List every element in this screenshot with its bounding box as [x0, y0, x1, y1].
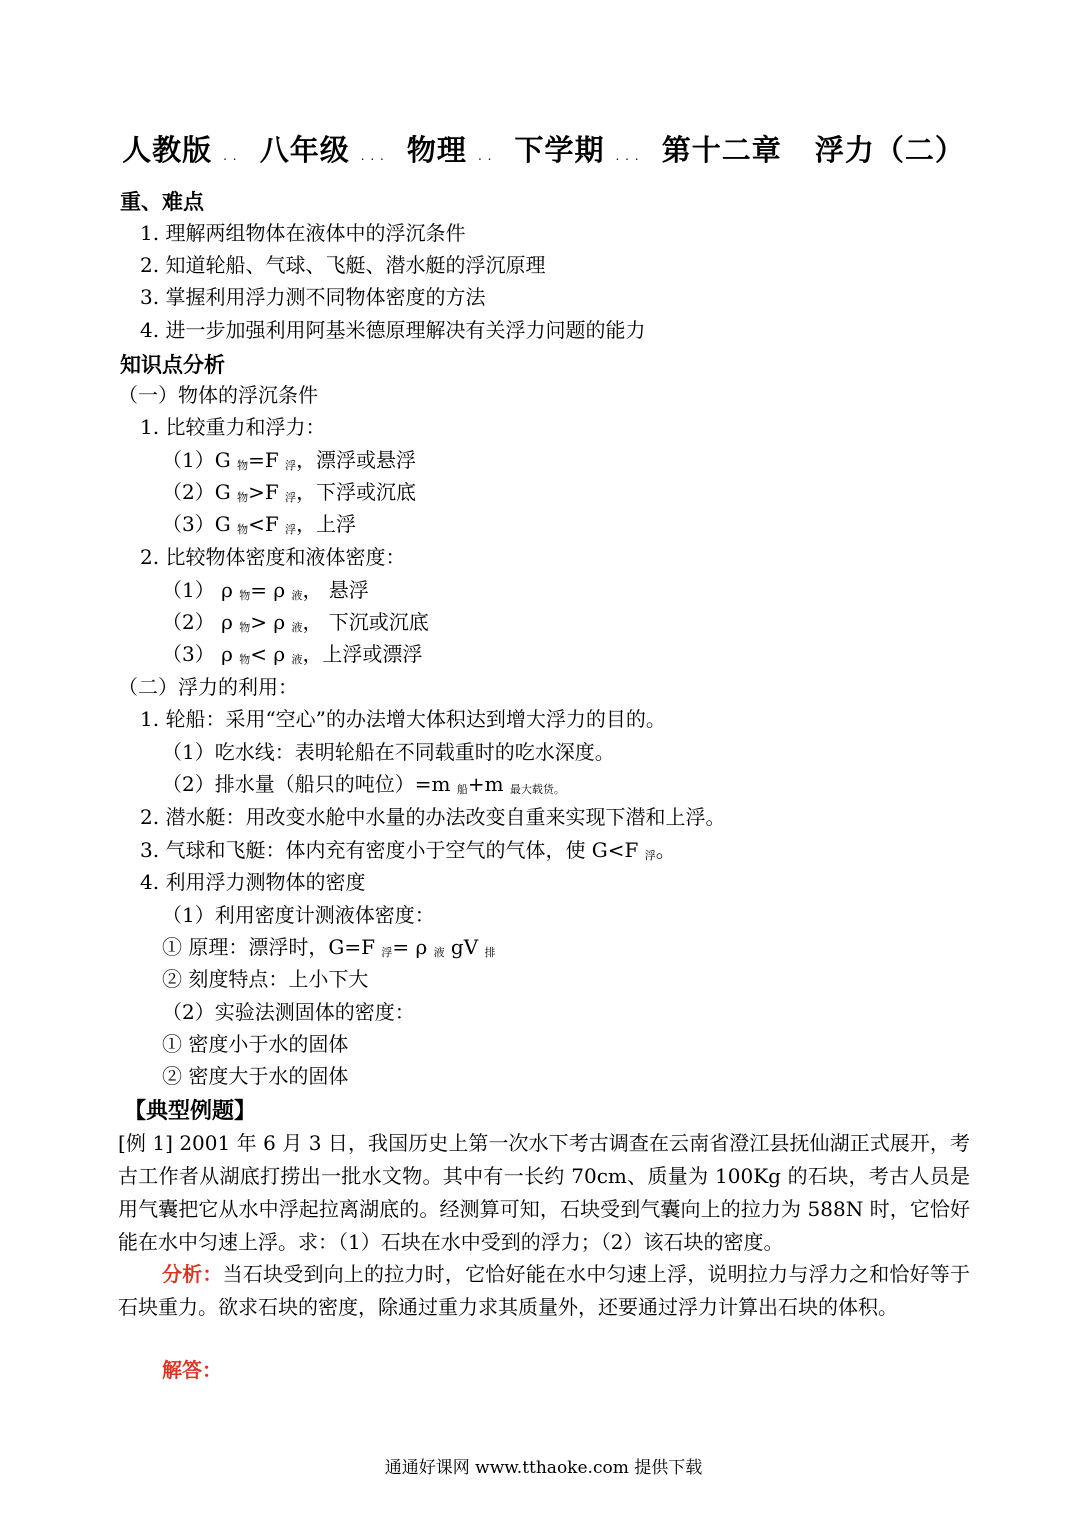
- part1-item2: 2. 比较物体密度和液体密度：: [140, 545, 406, 569]
- text: （1） ρ: [162, 578, 240, 602]
- text: （3）G: [162, 512, 238, 536]
- subscript: 船: [456, 783, 468, 796]
- title-publisher: 人教版: [122, 133, 213, 167]
- part2-item3: [140, 837, 676, 869]
- text: ① 原理：漂浮时，G=F: [162, 935, 382, 959]
- title-topic: 浮力（二）: [814, 133, 965, 167]
- title-term: 下学期: [514, 133, 605, 167]
- title-subject: 物理: [406, 133, 467, 167]
- key-point: 3. 掌握利用浮力测不同物体密度的方法: [140, 285, 486, 309]
- example-1: [例 1] 2001 年 6 月 3 日，我国历史上第一次水下考古调查在云南省澄江县抚仙湖正式展开，考古工作者从湖底打捞出一批水文物。其中有一长约 70cm、质量为 100Kg 的石块，考古人员是用气囊把它从水中浮起拉离湖底的。经测算可知，石块受到气囊向上的拉力为 588N 时，它恰好能在水中匀速上浮。求：（1）石块在水中受到的浮力；（2）该石块的密度。: [118, 1131, 970, 1254]
- part2-item1-sub1: （1）吃水线：表明轮船在不同载重时的吃水深度。: [162, 740, 615, 764]
- part2-item1: 1. 轮船：采用“空心”的办法增大体积达到增大浮力的目的。: [140, 707, 666, 731]
- key-point: 2. 知道轮船、气球、飞艇、潜水艇的浮沉原理: [140, 253, 546, 277]
- text: （2）排水量（船只的吨位）=m: [162, 772, 457, 796]
- part2-item1-sub2: [162, 771, 565, 803]
- text: ，漂浮或悬浮: [296, 448, 417, 472]
- analysis-label: 分析：: [162, 1262, 223, 1286]
- density-condition-line: [162, 609, 429, 641]
- part2-item4-circle3: ① 密度小于水的固体: [162, 1032, 349, 1056]
- text: <F: [248, 512, 286, 536]
- subscript: 液: [291, 653, 303, 666]
- text: =F: [248, 448, 286, 472]
- answer-label: 解答：: [162, 1358, 222, 1382]
- part1-item1: 1. 比较重力和浮力：: [140, 415, 326, 439]
- part2-item4-sub1: （1）利用密度计测液体密度：: [162, 903, 435, 927]
- buoyancy-condition-line: [162, 479, 416, 511]
- text: ， 下沉或沉底: [302, 610, 429, 634]
- text: gV: [444, 935, 485, 959]
- subscript: 物: [237, 491, 249, 504]
- example-1-analysis: [118, 1258, 970, 1324]
- subscript: 。: [553, 783, 565, 796]
- text: +m: [467, 772, 510, 796]
- title-chapter: 第十二章: [661, 133, 782, 167]
- text: （3） ρ: [162, 642, 240, 666]
- subscript: 液: [433, 946, 445, 959]
- page-footer: 通通好课网 www.tthaoke.com 提供下载: [384, 1458, 703, 1478]
- part2-item4-circle1: [162, 934, 496, 966]
- part2-item4-circle2: ② 刻度特点：上小下大: [162, 967, 369, 991]
- subscript: 浮: [381, 946, 393, 959]
- text: 。: [655, 838, 676, 862]
- part1-title: （一）物体的浮沉条件: [118, 383, 318, 407]
- text: （2）G: [162, 480, 238, 504]
- subscript: 物: [237, 459, 249, 472]
- page-title: 人教版 . . 八年级 . . . 物理 . . 下学期 . . . 第十二章 浮力（二）: [122, 133, 965, 167]
- subscript: 物: [239, 653, 251, 666]
- text: = ρ: [250, 578, 292, 602]
- text: >F: [248, 480, 286, 504]
- subscript: 浮: [285, 491, 297, 504]
- subscript: 物: [239, 621, 251, 634]
- part2-title: （二）浮力的利用：: [118, 675, 298, 699]
- text: （1）G: [162, 448, 238, 472]
- subscript: 物: [239, 589, 251, 602]
- text: < ρ: [250, 642, 292, 666]
- density-condition-line: [162, 577, 369, 609]
- key-point: 1. 理解两组物体在液体中的浮沉条件: [140, 221, 466, 245]
- part2-item4: 4. 利用浮力测物体的密度: [140, 870, 366, 894]
- analysis-heading: 知识点分析: [120, 352, 225, 377]
- part2-item4-circle4: ② 密度大于水的固体: [162, 1064, 349, 1088]
- text: ，上浮或漂浮: [302, 642, 423, 666]
- text: > ρ: [250, 610, 292, 634]
- subscript: 液: [291, 589, 303, 602]
- text: （2） ρ: [162, 610, 240, 634]
- examples-heading: 【典型例题】: [124, 1098, 257, 1124]
- subscript: 浮: [285, 523, 297, 536]
- key-point: 4. 进一步加强利用阿基米德原理解决有关浮力问题的能力: [140, 318, 646, 342]
- text: 3. 气球和飞艇：体内充有密度小于空气的气体，使 G<F: [140, 838, 645, 862]
- analysis-text: 当石块受到向上的拉力时，它恰好能在水中匀速上浮，说明拉力与浮力之和恰好等于石块重力。欲求石块的密度，除通过重力求其质量外，还要通过浮力计算出石块的体积。: [118, 1262, 971, 1319]
- title-grade: 八年级: [259, 133, 350, 167]
- subscript: 物: [237, 523, 249, 536]
- text: ，下浮或沉底: [296, 480, 417, 504]
- text: = ρ: [392, 935, 434, 959]
- part2-item2: 2. 潜水艇：用改变水舱中水量的办法改变自重来实现下潜和上浮。: [140, 805, 726, 829]
- subscript: 液: [291, 621, 303, 634]
- text: ，上浮: [296, 512, 357, 536]
- part2-item4-sub2: （2）实验法测固体的密度：: [162, 1000, 415, 1024]
- key-points-heading: 重、难点: [120, 189, 204, 214]
- subscript: 浮: [285, 459, 297, 472]
- text: ， 悬浮: [302, 578, 369, 602]
- buoyancy-condition-line: [162, 511, 356, 543]
- subscript: 浮: [644, 849, 656, 862]
- density-condition-line: [162, 641, 422, 673]
- subscript: 最大载货: [509, 783, 554, 796]
- subscript: 排: [484, 946, 496, 959]
- buoyancy-condition-line: [162, 447, 416, 479]
